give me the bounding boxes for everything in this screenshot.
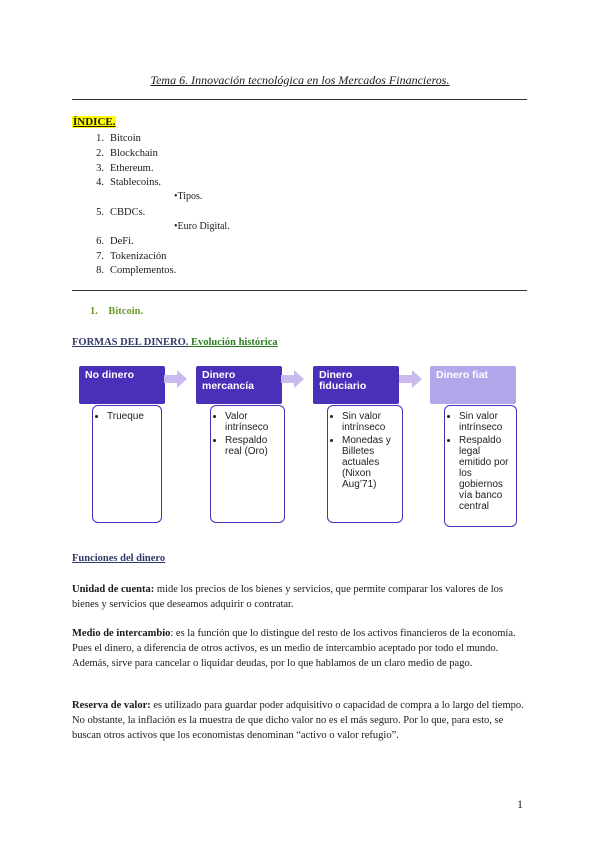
stage-box: • Trueque xyxy=(92,405,162,523)
document-title: Tema 6. Innovación tecnológica en los Mercados Financieros. xyxy=(150,73,450,87)
section-heading: 1. Bitcoin. xyxy=(90,306,144,317)
paragraph-unidad-cuenta: Unidad de cuenta: mide los precios de los bienes y servicios, que permite comparar los valores de los bienes y servicios que deseamos adquirir o contratar. xyxy=(72,584,504,610)
stage-header: Dinero mercancía xyxy=(196,366,282,404)
index-heading: ÍNDICE. xyxy=(73,116,116,128)
paragraph-medio-intercambio: Medio de intercambio: es la función que lo distingue del resto de los activos financieros de la economía. Pues el dinero, a diferencia de otros activos, es un medio de intercambio aceptado por todo el mundo. Además, sirve para cancelar o liquidar deudas, por lo que hablamos de un claro medio de pago. xyxy=(72,628,516,669)
divider-index xyxy=(72,290,527,291)
index-subitem: •Tipos. xyxy=(174,191,203,202)
stage-box: • Sin valor intrínseco • Respaldo legal emitido por los gobiernos vía banco central xyxy=(444,405,517,527)
divider-top xyxy=(72,99,527,100)
page-number: 1 xyxy=(517,797,523,811)
index-subitem: •Euro Digital. xyxy=(174,221,230,232)
formas-heading: FORMAS DEL DINERO. Evolución histórica xyxy=(72,337,278,348)
stage-header: Dinero fiduciario xyxy=(313,366,399,404)
stage-box: • Sin valor intrínseco • Monedas y Billetes actuales (Nixon Aug’71) xyxy=(327,405,403,523)
stage-header: No dinero xyxy=(79,366,165,404)
stage-box: • Valor intrínseco • Respaldo real (Oro) xyxy=(210,405,285,523)
paragraph-reserva-valor: Reserva de valor: es utilizado para guardar poder adquisitivo o capacidad de compra a lo largo del tiempo. No obstante, la inflación es la muestra de que dicho valor no es el más seguro. Por lo que, para esto, se buscan otros activos que los economistas denominan “activo o valor refugio”. xyxy=(72,700,524,741)
funciones-heading: Funciones del dinero xyxy=(72,553,166,564)
stage-header: Dinero fiat xyxy=(430,366,516,404)
